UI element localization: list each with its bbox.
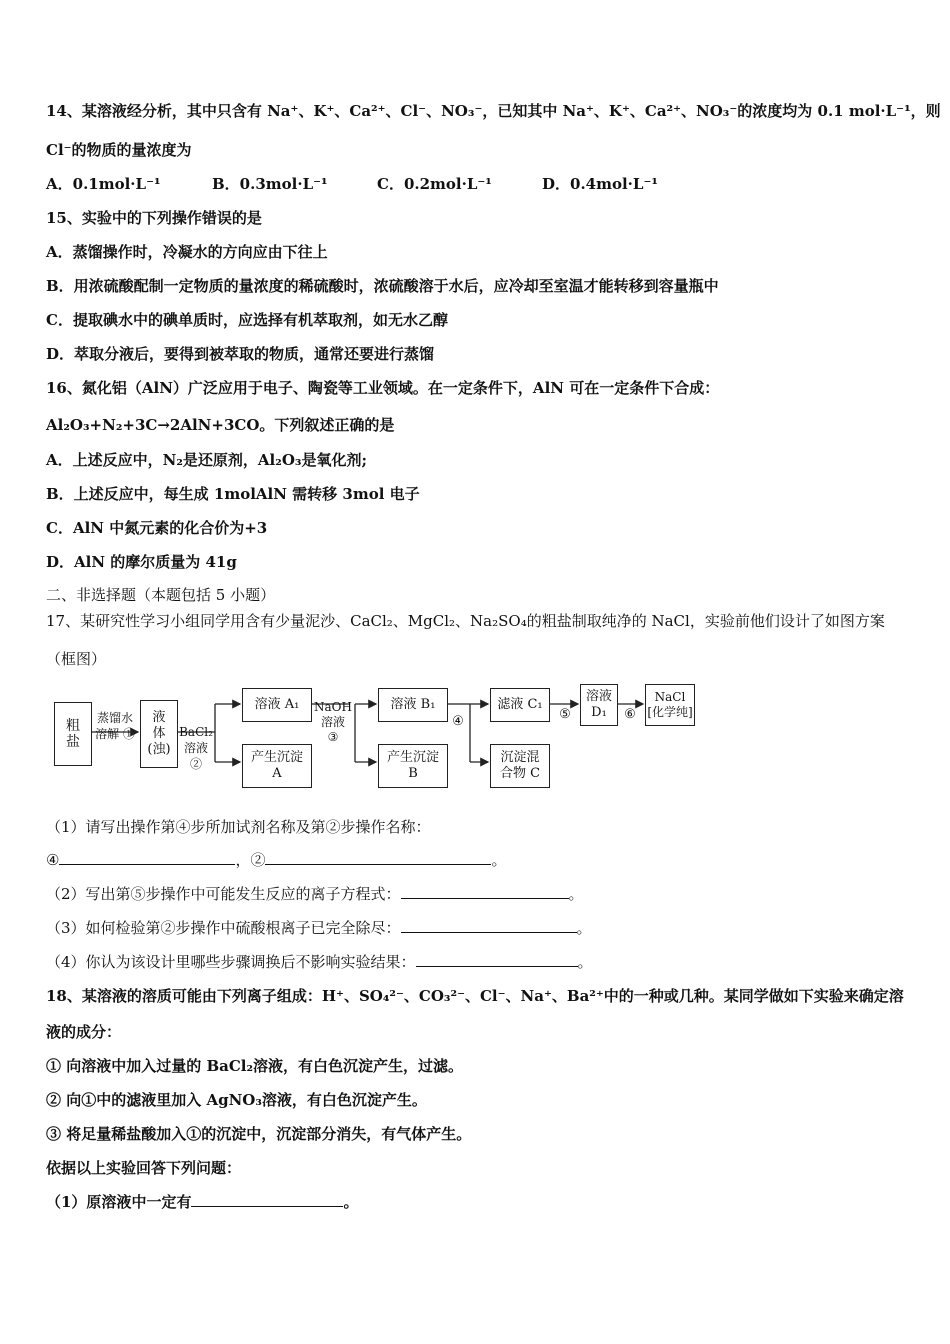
box-precipitate-b: 产生沉淀 B — [378, 744, 448, 788]
step4-label: ④ — [452, 714, 464, 729]
q18-part1-end: 。 — [343, 1193, 359, 1211]
q16-option-c: C．AlN 中氮元素的化合价为+3 — [46, 519, 268, 537]
q17-part1-marker2: ，② — [235, 851, 266, 869]
q17-part4-end: 。 — [577, 953, 593, 971]
box-filtrate-c1: 滤液 C₁ — [490, 688, 550, 722]
q14-option-d: D．0.4mol·L⁻¹ — [542, 175, 658, 193]
q17-part4-text: （4）你认为该设计里哪些步骤调换后不影响实验结果： — [46, 953, 416, 971]
q18-step3: ③ 将足量稀盐酸加入①的沉淀中，沉淀部分消失，有气体产生。 — [46, 1125, 472, 1143]
q15-option-c: C．提取碘水中的碘单质时，应选择有机萃取剂，如无水乙醇 — [46, 311, 448, 329]
q17-part1: （1）请写出操作第④步所加试剂名称及第②步操作名称： — [46, 818, 431, 836]
q18-part1-text: （1）原溶液中一定有 — [46, 1193, 192, 1211]
q15-option-b: B．用浓硫酸配制一定物质的量浓度的稀硫酸时，浓硫酸溶于水后，应冷却至室温才能转移到容量瓶中 — [46, 277, 719, 295]
q17-part1-end: 。 — [491, 851, 507, 869]
q17-line2: （框图） — [46, 650, 107, 668]
box-precipitate-a: 产生沉淀 A — [242, 744, 312, 788]
box-liquid: 液 体 (浊) — [140, 700, 178, 768]
box-solution-a1: 溶液 A₁ — [242, 688, 312, 722]
box-precipitate-mix-c: 沉淀混 合物 C — [490, 744, 550, 788]
q17-answer-blank-part2[interactable] — [401, 884, 569, 899]
q17-part3 — [46, 918, 592, 938]
box-nacl-product: NaCl [化学纯] — [645, 684, 695, 726]
q17-part1-answer — [46, 850, 506, 870]
q17-answer-blank-part4[interactable] — [416, 952, 578, 967]
q17-part3-text: （3）如何检验第②步操作中硫酸根离子已完全除尽： — [46, 919, 401, 937]
q16-line1: 16、氮化铝（AlN）广泛应用于电子、陶瓷等工业领域。在一定条件下，AlN 可在一定条件下合成： — [46, 379, 720, 397]
q15-option-a: A．蒸馏操作时，冷凝水的方向应由下往上 — [46, 243, 328, 261]
q17-part4 — [46, 952, 593, 972]
q17-line1: 17、某研究性学习小组同学用含有少量泥沙、CaCl₂、MgCl₂、Na₂SO₄的粗盐制取纯净的 NaCl，实验前他们设计了如图方案 — [46, 612, 885, 630]
q18-line2: 液的成分： — [46, 1023, 122, 1041]
q17-part2 — [46, 884, 584, 904]
q18-line1: 18、某溶液的溶质可能由下列离子组成：H⁺、SO₄²⁻、CO₃²⁻、Cl⁻、Na⁺、Ba²⁺中的一种或几种。某同学做如下实验来确定溶 — [46, 987, 904, 1005]
q16-line2: Al₂O₃+N₂+3C→2AlN+3CO。下列叙述正确的是 — [46, 416, 395, 434]
q18-instruction: 依据以上实验回答下列问题： — [46, 1159, 242, 1177]
q17-part1-marker4: ④ — [46, 851, 60, 869]
q14-option-b: B．0.3mol·L⁻¹ — [212, 175, 328, 193]
q17-answer-blank-part3[interactable] — [401, 918, 577, 933]
section-title: 二、非选择题（本题包括 5 小题） — [46, 586, 276, 604]
q17-answer-blank-4[interactable] — [59, 850, 235, 865]
step3-label: NaOH 溶液 ③ — [314, 700, 352, 744]
step5-label: ⑤ — [559, 707, 571, 722]
q14-option-a: A．0.1mol·L⁻¹ — [46, 175, 161, 193]
q15-option-d: D．萃取分液后，要得到被萃取的物质，通常还要进行蒸馏 — [46, 345, 435, 363]
q17-part3-end: 。 — [576, 919, 592, 937]
q18-answer-blank-part1[interactable] — [191, 1192, 343, 1207]
q14-line2: Cl⁻的物质的量浓度为 — [46, 141, 192, 159]
box-solution-d1: 溶液 D₁ — [580, 684, 618, 726]
step1-label: 蒸馏水 溶解 ① — [95, 711, 135, 741]
q18-part1 — [46, 1192, 358, 1212]
q15-stem: 15、实验中的下列操作错误的是 — [46, 209, 262, 227]
step2-label: BaCl₂ 溶液 ② — [179, 725, 213, 771]
q18-step1: ① 向溶液中加入过量的 BaCl₂溶液，有白色沉淀产生，过滤。 — [46, 1057, 464, 1075]
q17-part2-end: 。 — [568, 885, 584, 903]
q16-option-d: D．AlN 的摩尔质量为 41g — [46, 553, 237, 571]
step6-label: ⑥ — [624, 707, 636, 722]
box-crude-salt: 粗 盐 — [54, 702, 92, 766]
q14-line1: 14、某溶液经分析，其中只含有 Na⁺、K⁺、Ca²⁺、Cl⁻、NO₃⁻，已知其中 Na⁺、K⁺、Ca²⁺、NO₃⁻的浓度均为 0.1 mol·L⁻¹，则 — [46, 102, 941, 120]
q18-step2: ② 向①中的滤液里加入 AgNO₃溶液，有白色沉淀产生。 — [46, 1091, 427, 1109]
flowchart — [50, 682, 700, 794]
q16-option-a: A．上述反应中，N₂是还原剂，Al₂O₃是氧化剂; — [46, 451, 368, 469]
box-solution-b1: 溶液 B₁ — [378, 688, 448, 722]
q14-option-c: C．0.2mol·L⁻¹ — [377, 175, 492, 193]
q16-option-b: B．上述反应中，每生成 1molAlN 需转移 3mol 电子 — [46, 485, 420, 503]
q17-answer-blank-2[interactable] — [265, 850, 491, 865]
q17-part2-text: （2）写出第⑤步操作中可能发生反应的离子方程式： — [46, 885, 401, 903]
